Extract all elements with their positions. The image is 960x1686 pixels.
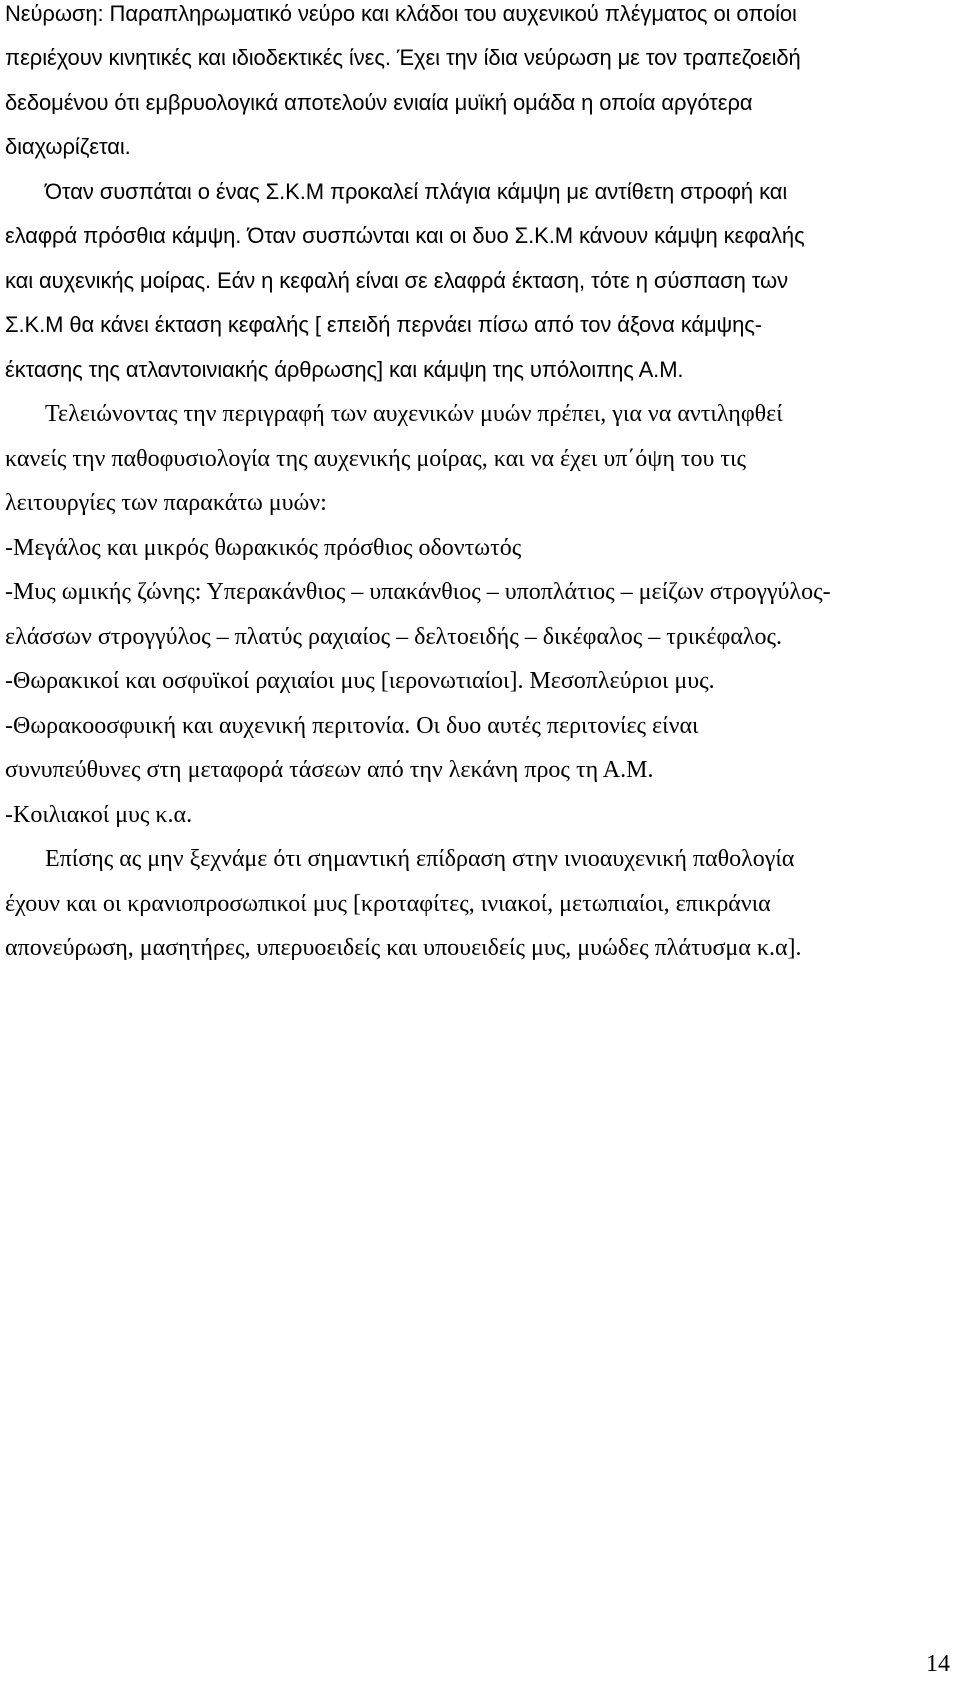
text-line: λειτουργίες των παρακάτω μυών:: [5, 490, 327, 516]
list-item: -Θωρακοοσφυική και αυχενική περιτονία. Οι δυο αυτές περιτονίες είναι: [5, 713, 699, 739]
text-line: και αυχενικής μοίρας. Εάν η κεφαλή είναι σε ελαφρά έκταση, τότε η σύσπαση των: [5, 268, 789, 293]
text-line: έκτασης της ατλαντοινιακής άρθρωσης] και κάμψη της υπόλοιπης Α.Μ.: [5, 357, 684, 382]
text-line: απονεύρωση, μασητήρες, υπερυοειδείς και υπουειδείς μυς, μυώδες πλάτυσμα κ.α].: [5, 935, 802, 961]
text-line: Νεύρωση: Παραπληρωματικό νεύρο και κλάδοι του αυχενικού πλέγματος οι οποίοι: [5, 1, 797, 26]
text-line: Όταν συσπάται ο ένας Σ.Κ.Μ προκαλεί πλάγια κάμψη με αντίθετη στροφή και: [45, 179, 788, 204]
text-line: έχουν και οι κρανιοπροσωπικοί μυς [κροταφίτες, ινιακοί, μετωπιαίοι, επικράνια: [5, 891, 771, 917]
text-line: δεδομένου ότι εμβρυολογικά αποτελούν ενιαία μυϊκή ομάδα η οποία αργότερα: [5, 90, 753, 115]
text-line: διαχωρίζεται.: [5, 134, 131, 159]
list-item: -Μεγάλος και μικρός θωρακικός πρόσθιος οδοντωτός: [5, 535, 522, 561]
text-line: περιέχουν κινητικές και ιδιοδεκτικές ίνες. Έχει την ίδια νεύρωση με τον τραπεζοειδή: [5, 45, 801, 70]
text-line: ελάσσων στρογγύλος – πλατύς ραχιαίος – δελτοειδής – δικέφαλος – τρικέφαλος.: [5, 624, 783, 650]
list-item: -Θωρακικοί και οσφυϊκοί ραχιαίοι μυς [ιερονωτιαίοι]. Μεσοπλεύριοι μυς.: [5, 668, 715, 694]
text-line: Σ.Κ.Μ θα κάνει έκταση κεφαλής [ επειδή περνάει πίσω από τον άξονα κάμψης-: [5, 312, 762, 337]
text-line: Τελειώνοντας την περιγραφή των αυχενικών μυών πρέπει, για να αντιληφθεί: [45, 401, 783, 427]
page-number: 14: [926, 1651, 950, 1677]
text-line: ελαφρά πρόσθια κάμψη. Όταν συσπώνται και οι δυο Σ.Κ.Μ κάνουν κάμψη κεφαλής: [5, 223, 805, 248]
text-line: συνυπεύθυνες στη μεταφορά τάσεων από την λεκάνη προς τη Α.Μ.: [5, 757, 654, 783]
text-line: κανείς την παθοφυσιολογία της αυχενικής μοίρας, και να έχει υπ΄όψη του τις: [5, 446, 747, 472]
list-item: -Κοιλιακοί μυς κ.α.: [5, 802, 193, 828]
text-line: Επίσης ας μην ξεχνάμε ότι σημαντική επίδραση στην ινιοαυχενική παθολογία: [45, 846, 795, 872]
list-item: -Μυς ωμικής ζώνης: Υπερακάνθιος – υπακάνθιος – υποπλάτιος – μείζων στρογγύλος-: [5, 579, 831, 605]
